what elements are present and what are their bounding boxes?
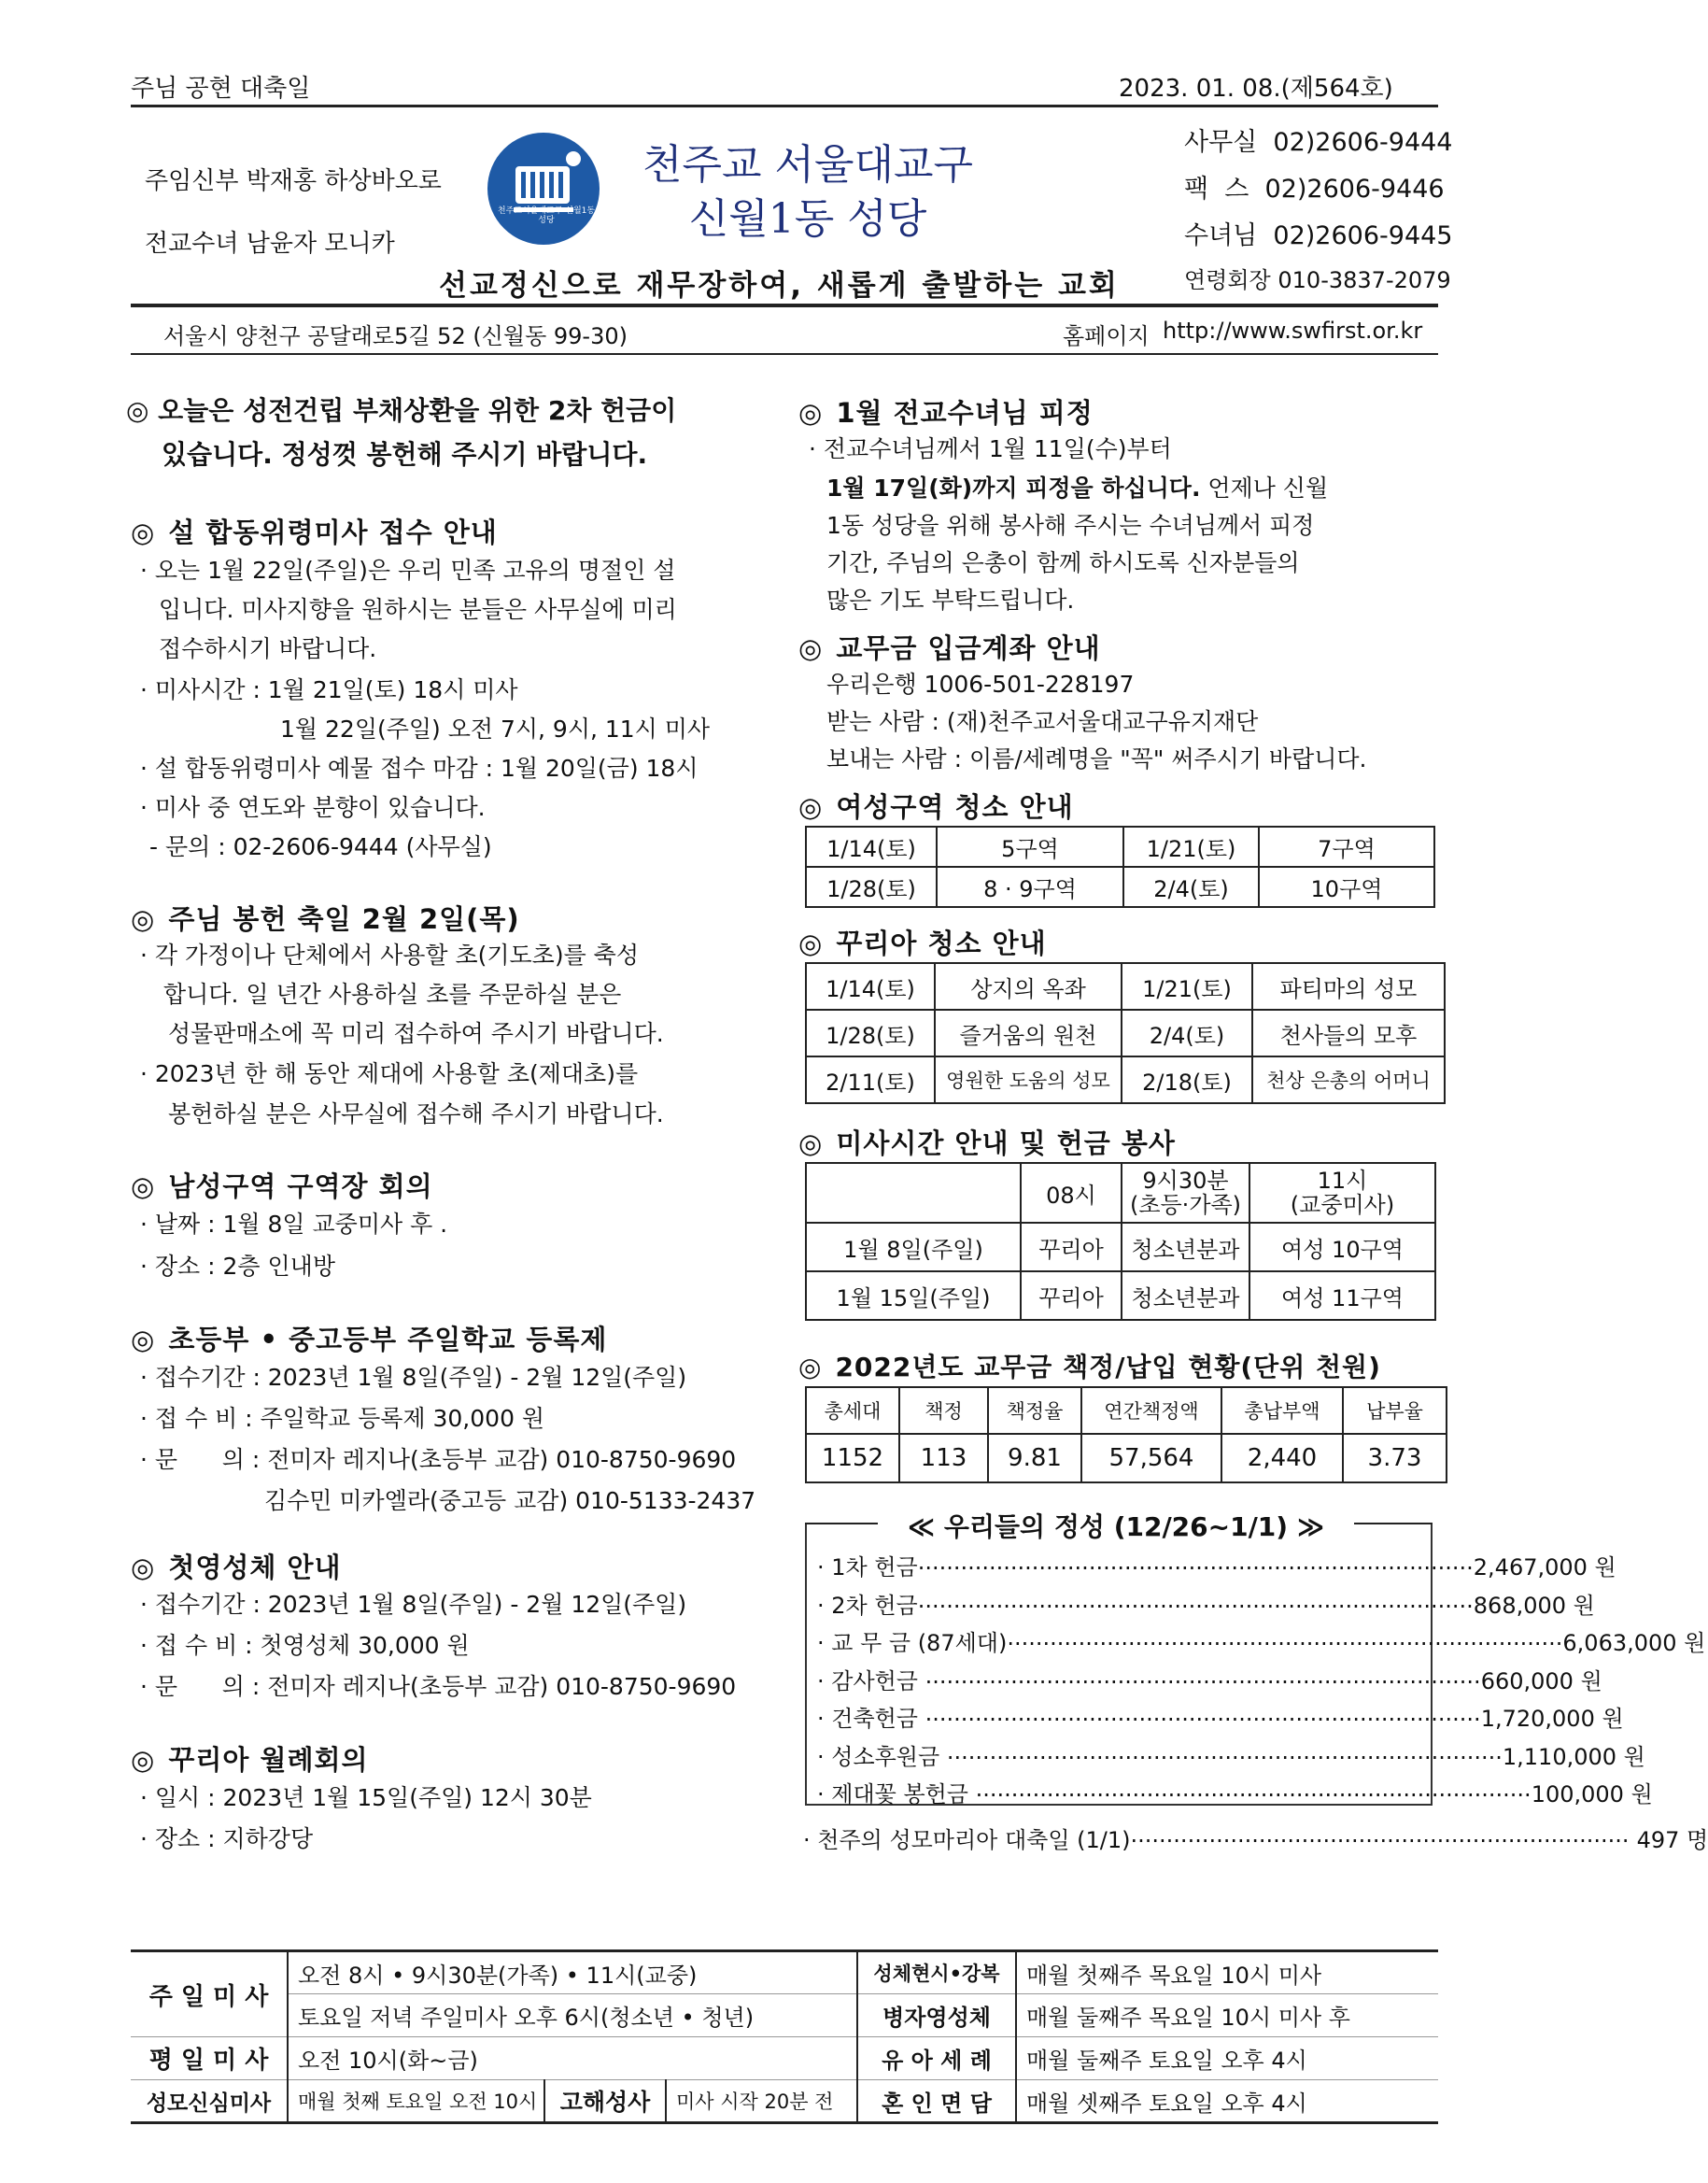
- s3-line: · 장소 : 2층 인내방: [140, 1253, 335, 1280]
- table-row: 1월 8일(주일) 꾸리아 청소년분과 여성 10구역: [806, 1223, 1435, 1271]
- contact-sister: 수녀님 02)2606-9445: [1184, 221, 1453, 250]
- r1-line: · 전교수녀님께서 1월 11일(수)부터: [809, 435, 1172, 462]
- contact-office: 사무실 02)2606-9444: [1184, 128, 1453, 157]
- pastor-name: 주임신부 박재홍 하상바오로: [145, 167, 442, 195]
- s3-line: · 날짜 : 1월 8일 교중미사 후 .: [140, 1211, 448, 1238]
- offerings-title: ≪ 우리들의 정성 (12/26~1/1) ≫: [878, 1507, 1354, 1544]
- attendance-line: · 천주의 성모마리아 대축일 (1/1) ...................................................................... 497 명: [803, 1822, 1708, 1853]
- r1-line: 기간, 주님의 은총이 함께 하시도록 신자분들의: [826, 549, 1300, 576]
- parish-motto: 선교정신으로 재무장하여, 새롭게 출발하는 교회: [439, 269, 1120, 303]
- s1-line: · 미사 중 연도와 분향이 있습니다.: [140, 794, 486, 821]
- r2-line: 보내는 사람 : 이름/세례명을 "꼭" 써주시기 바랍니다.: [826, 745, 1367, 773]
- s5-line: · 접 수 비 : 첫영성체 30,000 원: [140, 1632, 470, 1659]
- s1-line: · 미사시간 : 1월 21일(토) 18시 미사: [140, 676, 518, 703]
- table-row: 성모신심미사 매월 첫째 토요일 오전 10시 고해성사 미사 시작 20분 전 혼 인 면 담 매월 셋째주 토요일 오후 4시: [131, 2080, 1438, 2123]
- tithe-status-table: [805, 1386, 1447, 1483]
- homepage-label: 홈페이지: [1063, 323, 1150, 349]
- section-title-presentation: ◎ 주님 봉헌 축일 2월 2일(목): [131, 903, 520, 935]
- s4-line: · 접 수 비 : 주일학교 등록제 30,000 원: [140, 1405, 545, 1432]
- parish-name-line2: 신월1동 성당: [688, 195, 927, 243]
- s5-line: · 문 의 : 전미자 레지나(초등부 교감) 010-8750-9690: [140, 1673, 737, 1700]
- offering-item: · 성소후원금 .............................................................................. 1,110,000 원: [817, 1737, 1645, 1770]
- s1-line: · 오는 1월 22일(주일)은 우리 민족 고유의 명절인 설: [140, 557, 676, 584]
- issue-date: 2023. 01. 08.(제564호): [1119, 75, 1393, 103]
- s6-line: · 일시 : 2023년 1월 15일(주일) 12시 30분: [140, 1784, 592, 1811]
- section-title-account: ◎ 교무금 입금계좌 안내: [798, 632, 1101, 664]
- section-title-mass-offering: ◎ 미사시간 안내 및 헌금 봉사: [798, 1127, 1176, 1159]
- logo-caption: 천주교서울대교구 신월1동 성당: [497, 206, 596, 225]
- mass-schedule-table: [131, 1949, 1438, 2124]
- section-title-curia-meeting: ◎ 꾸리아 월례회의: [131, 1744, 369, 1776]
- offering-item: · 건축헌금 .............................................................................. 1,720,000 원: [817, 1700, 1624, 1732]
- table-row: 1/14(토) 상지의 옥좌 1/21(토) 파티마의 성모: [806, 963, 1445, 1010]
- r2-line: 우리은행 1006-501-228197: [826, 671, 1135, 698]
- r1-line: 1월 17일(화)까지 피정을 하십니다. 언제나 신월: [826, 475, 1329, 502]
- s2-line: · 2023년 한 해 동안 제대에 사용할 초(제대초)를: [140, 1060, 639, 1087]
- contact-fax: 팩 스 02)2606-9446: [1184, 175, 1445, 204]
- table-row: 2/11(토) 영원한 도움의 성모 2/18(토) 천상 은총의 어머니: [806, 1056, 1445, 1103]
- section-title-lunar-mass: ◎ 설 합동위령미사 접수 안내: [131, 517, 498, 548]
- parish-address: 서울시 양천구 공달래로5길 52 (신월동 99-30): [163, 323, 628, 349]
- section-title-women-cleaning: ◎ 여성구역 청소 안내: [798, 791, 1074, 823]
- sister-name: 전교수녀 남윤자 모니카: [145, 230, 395, 258]
- offerings-list: [817, 1549, 1706, 1814]
- s1-line: 입니다. 미사지향을 원하시는 분들은 사무실에 미리: [159, 596, 677, 623]
- intro-line1: ◎ 오늘은 성전건립 부채상환을 위한 2차 헌금이: [126, 395, 677, 426]
- s2-line: 성물판매소에 꼭 미리 접수하여 주시기 바랍니다.: [168, 1020, 664, 1047]
- mass-offering-table: [805, 1162, 1436, 1321]
- table-row: 1152 113 9.81 57,564 2,440 3.73: [806, 1434, 1447, 1482]
- s4-line: · 문 의 : 전미자 레지나(초등부 교감) 010-8750-9690: [140, 1446, 737, 1473]
- table-row: 1/28(토) 즐거움의 원천 2/4(토) 천사들의 모후: [806, 1010, 1445, 1056]
- table-row: 총세대 책정 책정율 연간책정액 총납부액 납부율: [806, 1387, 1447, 1434]
- homepage-link[interactable]: http://www.swfirst.or.kr: [1163, 318, 1423, 344]
- table-row: 평 일 미 사 오전 10시(화~금) 유 아 세 례 매월 둘째주 토요일 오후 4시: [131, 2037, 1438, 2080]
- s5-line: · 접수기간 : 2023년 1월 8일(주일) - 2월 12일(주일): [140, 1591, 687, 1618]
- section-title-first-communion: ◎ 첫영성체 안내: [131, 1552, 342, 1583]
- s4-line: 김수민 미카엘라(중고등 교감) 010-5133-2437: [264, 1487, 756, 1514]
- section-title-curia-cleaning: ◎ 꾸리아 청소 안내: [798, 928, 1047, 959]
- offering-item: · 교 무 금 (87세대) .............................................................................. 6,063,000 원: [817, 1624, 1706, 1656]
- s2-line: 합니다. 일 년간 사용하실 초를 주문하실 분은: [163, 981, 622, 1008]
- s1-line: 접수하시기 바랍니다.: [159, 635, 377, 662]
- parish-name-line1: 천주교 서울대교구: [642, 141, 974, 189]
- section-title-tithe-status: ◎ 2022년도 교무금 책정/납입 현황(단위 천원): [798, 1352, 1381, 1382]
- r1-line: 많은 기도 부탁드립니다.: [826, 587, 1075, 614]
- r1-line: 1동 성당을 위해 봉사해 주시는 수녀님께서 피정: [826, 512, 1315, 539]
- table-row: 08시 9시30분 (초등·가족) 11시 (교중미사): [806, 1163, 1435, 1223]
- table-row: 토요일 저녁 주일미사 오후 6시(청소년 • 청년) 병자영성체 매월 둘째주 목요일 10시 미사 후: [131, 1994, 1438, 2037]
- r2-line: 받는 사람 : (재)천주교서울대교구유지재단: [826, 708, 1259, 735]
- contact-list: [1184, 121, 1453, 308]
- contact-funeral: 연령회장 010-3837-2079: [1184, 267, 1451, 293]
- offering-item: · 1차 헌금 .............................................................................. 2,467,000 원: [817, 1549, 1616, 1581]
- table-row: 1/28(토) 8 · 9구역 2/4(토) 10구역: [806, 867, 1434, 907]
- s1-line: - 문의 : 02-2606-9444 (사무실): [149, 833, 492, 860]
- feast-title: 주님 공현 대축일: [131, 75, 311, 103]
- section-title-sunday-school: ◎ 초등부 • 중고등부 주일학교 등록제: [131, 1324, 608, 1355]
- table-row: 1/14(토) 5구역 1/21(토) 7구역: [806, 827, 1434, 867]
- table-row: 주 일 미 사 오전 8시 • 9시30분(가족) • 11시(교중) 성체현시•강복 매월 첫째주 목요일 10시 미사: [131, 1951, 1438, 1994]
- s2-line: · 각 가정이나 단체에서 사용할 초(기도초)를 축성: [140, 942, 639, 969]
- s2-line: 봉헌하실 분은 사무실에 접수해 주시기 바랍니다.: [168, 1100, 664, 1127]
- offering-item: · 제대꽃 봉헌금 .............................................................................. 100,000 원: [817, 1776, 1653, 1807]
- section-title-men-district: ◎ 남성구역 구역장 회의: [131, 1170, 433, 1202]
- s6-line: · 장소 : 지하강당: [140, 1825, 314, 1852]
- church-logo-icon: [486, 131, 607, 252]
- offering-item: · 감사헌금 .............................................................................. 660,000 원: [817, 1662, 1602, 1694]
- offering-item: · 2차 헌금 .............................................................................. 868,000 원: [817, 1586, 1595, 1619]
- curia-cleaning-table: [805, 962, 1446, 1104]
- s1-line: 1월 22일(주일) 오전 7시, 9시, 11시 미사: [280, 716, 711, 743]
- s1-line: · 설 합동위령미사 예물 접수 마감 : 1월 20일(금) 18시: [140, 755, 699, 782]
- s4-line: · 접수기간 : 2023년 1월 8일(주일) - 2월 12일(주일): [140, 1364, 687, 1391]
- women-cleaning-table: [805, 826, 1435, 908]
- section-title-sister-retreat: ◎ 1월 전교수녀님 피정: [798, 397, 1094, 429]
- intro-line2: 있습니다. 정성껏 봉헌해 주시기 바랍니다.: [162, 439, 648, 470]
- table-row: 1월 15일(주일) 꾸리아 청소년분과 여성 11구역: [806, 1271, 1435, 1320]
- parish-logo: [486, 131, 607, 252]
